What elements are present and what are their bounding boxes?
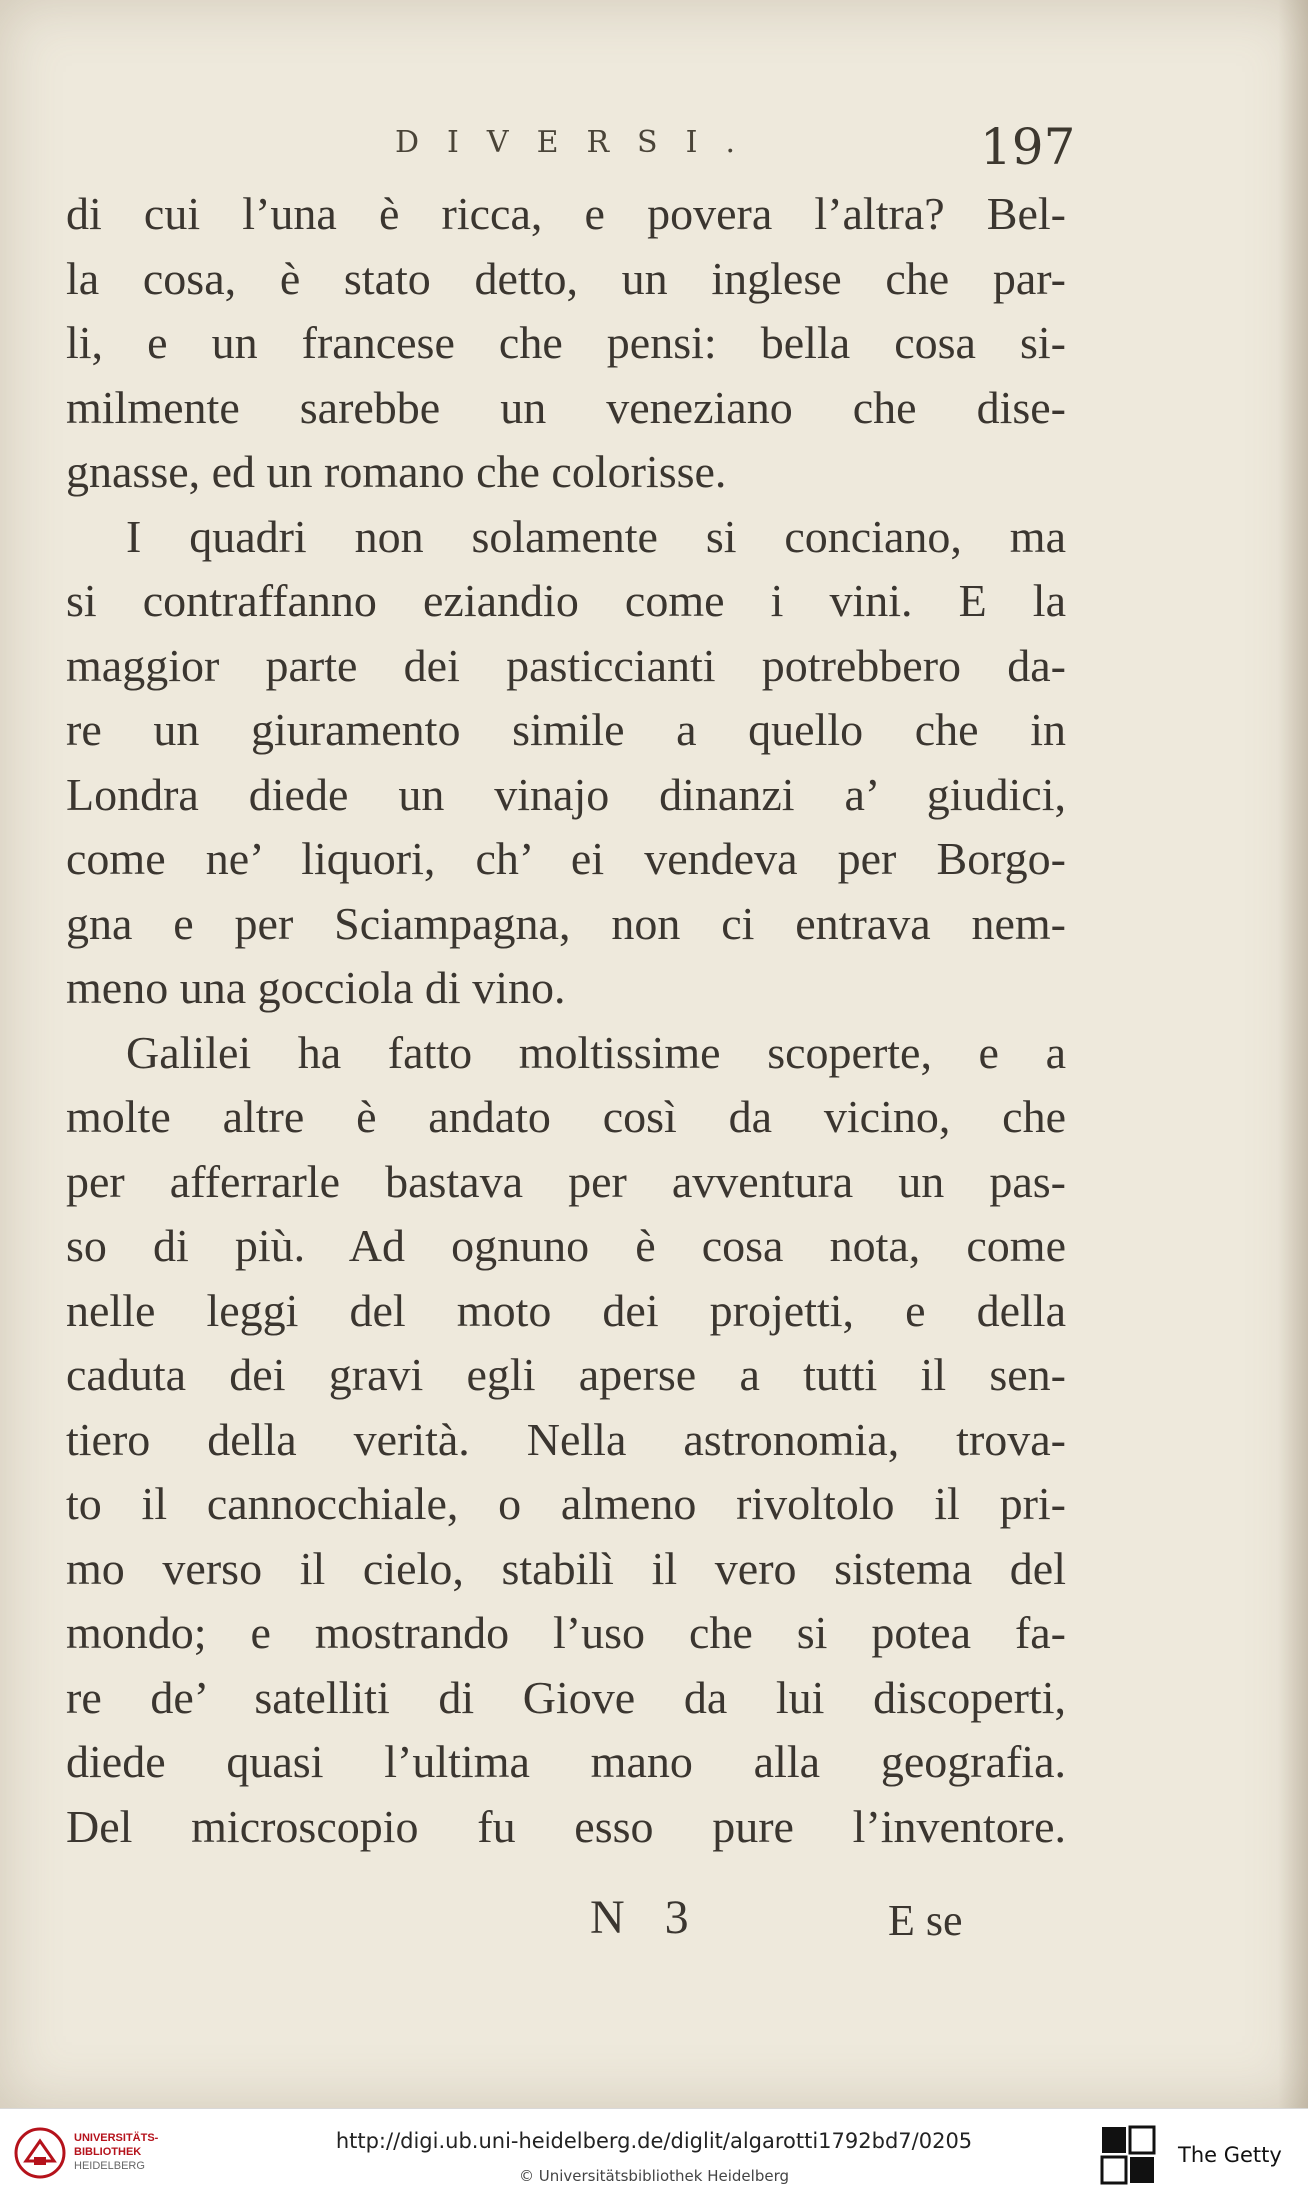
text-line: molte altre è andato così da vicino, che	[66, 1091, 1066, 1142]
text-line: re un giuramento simile a quello che in	[66, 704, 1066, 755]
text-line: mo verso il cielo, stabilì il vero sistema del	[66, 1542, 1066, 1594]
text-line: caduta dei gravi egli aperse a tutti il sen-	[66, 1349, 1066, 1400]
signature-mark: N 3	[590, 1891, 703, 1944]
body-text	[66, 182, 1066, 1859]
footer-bar	[0, 2108, 1308, 2201]
text-line: gnasse, ed un romano che colorisse.	[66, 446, 727, 497]
text-line: come ne’ liquori, ch’ ei vendeva per Borgo-	[66, 833, 1066, 884]
text-line: si contraffanno eziandio come i vini. E la	[66, 575, 1066, 626]
library-name-line: BIBLIOTHEK	[74, 2146, 142, 2158]
library-name-line: HEIDELBERG	[74, 2160, 145, 2172]
text-line: Del microscopio fu esso pure l’inventore.	[66, 1800, 1066, 1852]
text-line: maggior parte dei pasticcianti potrebbero da-	[66, 639, 1066, 691]
text-line: li, e un francese che pensi: bella cosa si-	[66, 317, 1066, 368]
text-line: per afferrarle bastava per avventura un pas-	[66, 1155, 1066, 1207]
text-line: I quadri non solamente si conciano, ma	[126, 510, 1066, 562]
text-line: to il cannocchiale, o almeno rivoltolo il pri-	[66, 1478, 1066, 1529]
text-line: so di più. Ad ognuno è cosa nota, come	[66, 1220, 1066, 1271]
text-line: tiero della verità. Nella astronomia, trova-	[66, 1413, 1066, 1465]
text-line: diede quasi l’ultima mano alla geografia.	[66, 1736, 1066, 1787]
library-name-line: UNIVERSITÄTS-	[74, 2132, 159, 2144]
text-line: nelle leggi del moto dei projetti, e della	[66, 1284, 1066, 1336]
running-head: DIVERSI.	[395, 125, 763, 160]
text-line: re de’ satelliti di Giove da lui discoperti,	[66, 1671, 1066, 1723]
text-line: milmente sarebbe un veneziano che dise-	[66, 381, 1066, 433]
partner-name: The Getty	[1178, 2143, 1282, 2167]
permalink-url[interactable]: http://digi.ub.uni-heidelberg.de/diglit/algarotti1792bd7/0205	[335, 2129, 973, 2153]
text-line: mondo; e mostrando l’uso che si potea fa-	[66, 1607, 1066, 1658]
text-line: la cosa, è stato detto, un inglese che par-	[66, 252, 1066, 304]
getty-logo-icon	[1100, 2125, 1156, 2185]
copyright-notice: © Universitätsbibliothek Heidelberg	[518, 2167, 789, 2185]
text-line: di cui l’una è ricca, e povera l’altra? Bel-	[66, 188, 1066, 239]
page-number: 197	[980, 118, 1076, 176]
text-line: Galilei ha fatto moltissime scoperte, e a	[126, 1026, 1066, 1078]
catchword: E se	[888, 1896, 963, 1945]
page-edge-shadow	[1278, 0, 1308, 2108]
text-line: meno una gocciola di vino.	[66, 962, 566, 1013]
text-line: gna e per Sciampagna, non ci entrava nem-	[66, 897, 1066, 949]
text-line: Londra diede un vinajo dinanzi a’ giudici,	[66, 768, 1066, 820]
